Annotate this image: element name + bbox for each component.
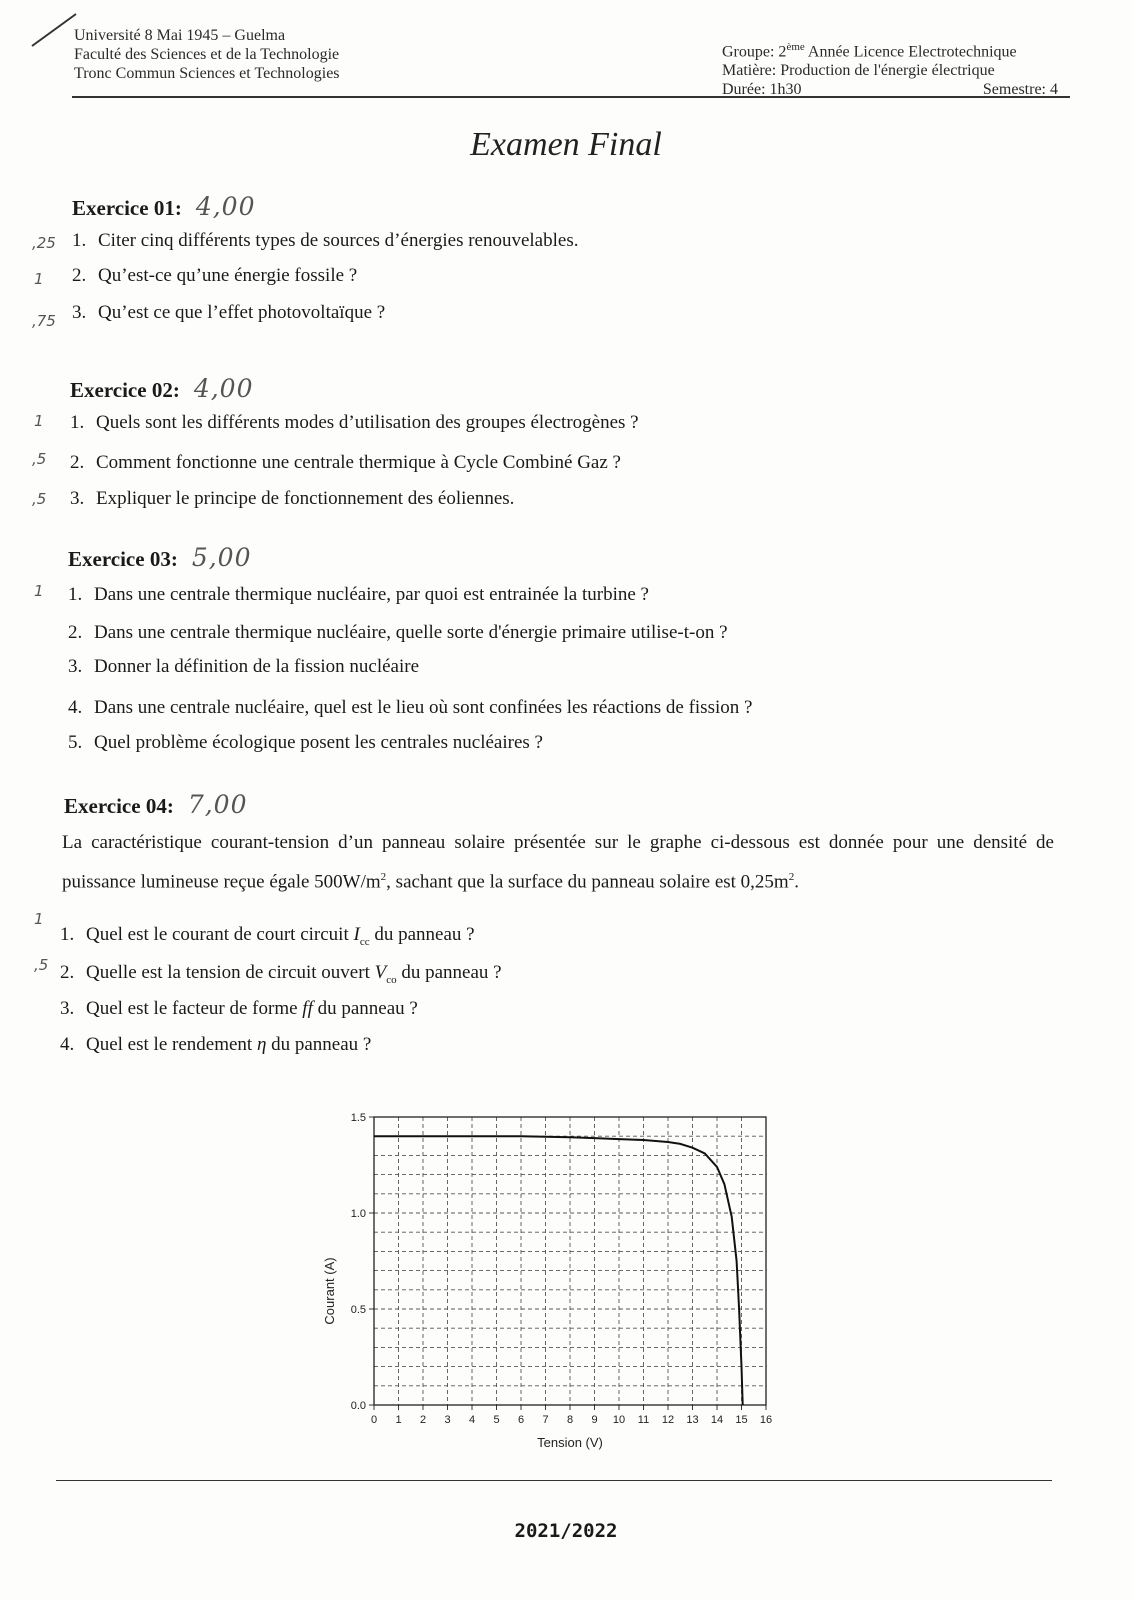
pen-stroke-mark	[30, 10, 80, 48]
question-item	[60, 924, 475, 953]
group-suffix: Année Licence Electrotechnique	[804, 43, 1017, 61]
chart-y-tick-label: 1.0	[350, 1208, 366, 1220]
question-text: du panneau ?	[312, 998, 418, 1019]
subject-label: Matière: Production de l'énergie électrique	[722, 62, 995, 80]
group-sup: ème	[786, 41, 805, 53]
chart-y-tick-label: 1.5	[350, 1112, 366, 1124]
question-text: Quel est le facteur de forme	[86, 998, 303, 1019]
chart-x-tick-label: 13	[686, 1414, 699, 1426]
question-item	[68, 622, 728, 644]
exercise-2-heading	[70, 374, 253, 403]
semester-label: Semestre: 4	[982, 81, 1058, 99]
chart-x-tick-label: 11	[637, 1414, 650, 1426]
margin-note: ,25	[32, 234, 56, 252]
exercise-heading: Exercice 03:	[68, 547, 178, 571]
handwritten-mark: 4,00	[193, 374, 254, 403]
question-text: Quelle est la tension de circuit ouvert	[86, 962, 375, 983]
chart-x-tick-label: 7	[542, 1414, 549, 1426]
chart-x-tick-label: 9	[591, 1414, 598, 1426]
exercise-heading: Exercice 02:	[70, 378, 180, 402]
question-text: Quel problème écologique posent les centrales nucléaires ?	[94, 732, 543, 753]
question-text: Qu’est-ce qu’une énergie fossile ?	[98, 265, 358, 286]
handwritten-mark: 5,00	[191, 543, 252, 572]
question-number: 1.	[60, 924, 75, 945]
exercise-4-heading	[64, 790, 247, 819]
chart-x-tick-label: 4	[468, 1414, 476, 1426]
margin-note: ,5	[34, 956, 49, 974]
question-text: du panneau ?	[266, 1034, 372, 1055]
margin-note: 1	[34, 582, 44, 600]
question-item	[60, 1034, 371, 1056]
department-name: Tronc Commun Sciences et Technologies	[74, 65, 340, 82]
chart-x-tick-label: 6	[517, 1414, 525, 1426]
academic-year: 2021/2022	[514, 1520, 618, 1542]
page-title: Examen Final	[470, 126, 662, 163]
header-course-info	[722, 38, 1058, 99]
chart-x-tick-label: 15	[735, 1414, 748, 1426]
question-subscript: co	[386, 973, 397, 986]
question-item	[70, 412, 639, 434]
chart-x-tick-label: 12	[661, 1414, 675, 1426]
margin-note: ,75	[32, 312, 56, 330]
question-text: du panneau ?	[369, 924, 475, 945]
question-item	[72, 230, 578, 252]
group-label	[722, 38, 1058, 61]
question-item	[70, 452, 621, 474]
exercise-4-statement	[62, 826, 1054, 899]
university-name: Université 8 Mai 1945 – Guelma	[74, 27, 286, 44]
statement-sup: 2	[380, 871, 387, 883]
question-text: Dans une centrale thermique nucléaire, quelle sorte d'énergie primaire utilise-t-on ?	[94, 622, 728, 643]
question-item	[70, 488, 514, 510]
question-text: Donner la définition de la fission nucléaire	[94, 656, 420, 677]
question-text: Comment fonctionne une centrale thermique à Cycle Combiné Gaz ?	[96, 452, 621, 473]
statement-text: La caractéristique courant-tension d’un panneau solaire présentée sur le graphe ci-dessous est donnée pour une densité de puissance lumineuse reçue égale 500W/m	[62, 832, 1054, 893]
exercise-1-heading	[72, 192, 255, 221]
margin-note: 1	[34, 412, 44, 430]
header-institution	[74, 26, 340, 83]
question-text: Qu’est ce que l’effet photovoltaïque ?	[98, 302, 386, 323]
statement-text: , sachant que la surface du panneau solaire est 0,25m	[386, 871, 789, 893]
footer-divider	[56, 1480, 1052, 1481]
question-number: 3.	[72, 302, 87, 323]
question-item	[72, 265, 357, 287]
chart-x-tick-label: 5	[493, 1414, 500, 1426]
question-subscript: cc	[359, 935, 370, 948]
chart-x-tick-label: 10	[612, 1414, 626, 1426]
question-text: Expliquer le principe de fonctionnement des éoliennes.	[96, 488, 515, 509]
question-text: Quels sont les différents modes d’utilisation des groupes électrogènes ?	[96, 412, 639, 433]
iv-characteristic-chart	[310, 1095, 800, 1455]
question-number: 3.	[70, 488, 85, 509]
chart-x-tick-label: 14	[710, 1414, 724, 1426]
chart-x-tick-label: 2	[419, 1414, 427, 1426]
question-item	[60, 962, 502, 991]
chart-y-axis-label: Courant (A)	[322, 1257, 337, 1325]
question-number: 3.	[60, 998, 75, 1019]
margin-note: 1	[34, 270, 44, 288]
question-number: 1.	[70, 412, 85, 433]
handwritten-mark: 4,00	[195, 192, 256, 221]
question-text: Dans une centrale nucléaire, quel est le lieu où sont confinées les réactions de fission ?	[94, 697, 753, 718]
exercise-heading: Exercice 04:	[64, 794, 174, 818]
question-item	[60, 998, 418, 1020]
question-number: 1.	[68, 584, 83, 605]
question-number: 2.	[70, 452, 85, 473]
chart-grid	[374, 1117, 766, 1405]
exercise-heading: Exercice 01:	[72, 196, 182, 220]
question-number: 2.	[72, 265, 87, 286]
margin-note: ,5	[32, 490, 47, 508]
chart-x-tick-label: 1	[395, 1414, 402, 1426]
group-prefix: Groupe: 2	[722, 43, 787, 61]
question-symbol: ff	[302, 998, 313, 1019]
question-item	[72, 302, 385, 324]
question-number: 2.	[60, 962, 75, 983]
chart-y-tick-label: 0.5	[350, 1304, 366, 1316]
faculty-name: Faculté des Sciences et de la Technologie	[74, 46, 340, 63]
margin-note: 1	[34, 910, 44, 928]
question-number: 1.	[72, 230, 87, 251]
question-number: 5.	[68, 732, 83, 753]
question-symbol: V	[374, 962, 387, 983]
chart-x-tick-label: 8	[566, 1414, 574, 1426]
exercise-3-heading	[68, 543, 251, 572]
margin-note: ,5	[32, 450, 47, 468]
question-item	[68, 732, 543, 754]
question-item	[68, 656, 419, 678]
question-text: Quel est le courant de court circuit	[86, 924, 354, 945]
question-item	[68, 584, 649, 606]
question-symbol: η	[256, 1034, 267, 1055]
statement-text: .	[794, 871, 799, 893]
question-number: 2.	[68, 622, 83, 643]
chart-x-axis-label: Tension (V)	[537, 1435, 603, 1450]
header-divider	[72, 96, 1070, 98]
question-number: 4.	[68, 697, 83, 718]
question-item	[68, 697, 752, 719]
chart-y-tick-label: 0.0	[350, 1400, 366, 1412]
duration-label: Durée: 1h30	[722, 81, 802, 99]
chart-x-tick-label: 16	[759, 1414, 773, 1426]
question-symbol: I	[353, 924, 360, 945]
statement-sup: 2	[788, 871, 795, 883]
question-text: Quel est le rendement	[86, 1034, 257, 1055]
question-number: 4.	[60, 1034, 75, 1055]
question-text: Citer cinq différents types de sources d’énergies renouvelables.	[98, 230, 579, 251]
chart-x-tick-label: 0	[370, 1414, 378, 1426]
chart-x-tick-label: 3	[444, 1414, 451, 1426]
question-text: Dans une centrale thermique nucléaire, par quoi est entrainée la turbine ?	[94, 584, 649, 605]
question-text: du panneau ?	[396, 962, 502, 983]
handwritten-mark: 7,00	[187, 790, 248, 819]
question-number: 3.	[68, 656, 83, 677]
